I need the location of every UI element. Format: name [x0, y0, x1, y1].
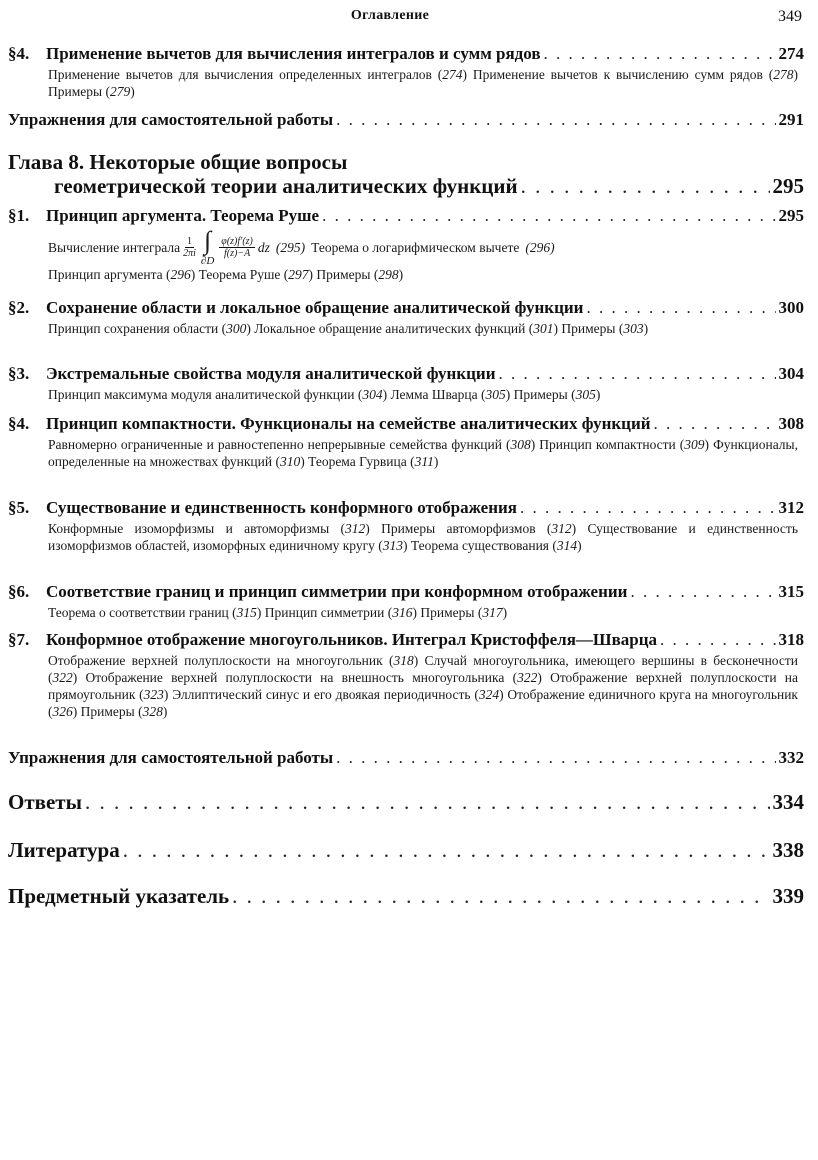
subtopics: Принцип максимума модуля аналитической функции (304) Лемма Шварца (305) Примеры (305): [48, 387, 601, 402]
formula-line: Вычисление интеграла $\frac{1}{2\pi i}$ ∫ ∂D $\frac{\varphi(z)f'(z)}{f(z)-A}$ dz (295) Теорема о логарифмическом вычете (296): [48, 226, 555, 267]
leader-dots: [123, 838, 770, 863]
section-title[interactable]: Соответствие границ и принцип симметрии при конформном отображении: [46, 582, 628, 601]
leader-dots: [630, 582, 775, 602]
page-number: 349: [778, 8, 802, 25]
chapter-title-line2[interactable]: геометрической теории аналитических функций: [54, 174, 518, 198]
exercises-title[interactable]: Упражнения для самостоятельной работы: [8, 110, 334, 129]
fraction: $\frac{1}{2\pi i}$: [183, 235, 196, 259]
toc-entry-literature[interactable]: [8, 838, 804, 863]
subtopics: Равномерно ограниченные и равностепенно непрерывные семейства функций (308) Принцип компактности (309) Функционалы, определенные на множествах функций (310) Теорема Гурвица (311): [48, 437, 798, 469]
subtopics: Вычисление интеграла $\frac{1}{2\pi i}$ ∫ ∂D $\frac{\varphi(z)f'(z)}{f(z)-A}$ dz (295) Теорема о логарифмическом вычете (296) Принцип аргумента (296) Теорема Руше (297) Примеры (298): [8, 228, 804, 283]
toc-entry-section[interactable]: [8, 364, 804, 403]
answers-title[interactable]: Ответы: [8, 790, 83, 814]
section-page: 315: [778, 582, 804, 601]
section-number: §6.: [8, 582, 30, 601]
exercises-page: 291: [778, 110, 804, 129]
subtopics: Применение вычетов для вычисления определенных интегралов (274) Применение вычетов к вычислению сумм рядов (278) Примеры (279): [48, 67, 798, 99]
section-page: 304: [778, 364, 804, 383]
section-title[interactable]: Существование и единственность конформного отображения: [46, 498, 518, 517]
section-title[interactable]: Экстремальные свойства модуля аналитической функции: [46, 364, 496, 383]
section-number: §3.: [8, 364, 30, 383]
section-title[interactable]: Принцип компактности. Функционалы на семействе аналитических функций: [46, 414, 651, 433]
toc-entry-section[interactable]: [8, 206, 804, 283]
running-title: Оглавление: [350, 8, 430, 23]
section-page: 318: [778, 630, 804, 649]
section-number: §1.: [8, 206, 30, 225]
integral-sign: ∫ ∂D: [200, 226, 215, 267]
toc-entry-section[interactable]: [8, 298, 804, 337]
section-number: §4.: [8, 414, 30, 433]
subtopics: Теорема о соответствии границ (315) Принцип симметрии (316) Примеры (317): [48, 605, 508, 620]
section-number: §4.: [8, 44, 30, 63]
subtopics: Конформные изоморфизмы и автоморфизмы (312) Примеры автоморфизмов (312) Существование и единственность изоморфизмов областей, изоморфных единичному кругу (313) Теорема существования (314): [48, 521, 798, 553]
toc-entry-section[interactable]: [8, 498, 804, 554]
section-page: 295: [778, 206, 804, 225]
toc-entry-section[interactable]: [8, 44, 804, 100]
leader-dots: [232, 884, 769, 909]
section-number: §5.: [8, 498, 30, 517]
index-title[interactable]: Предметный указатель: [8, 884, 230, 908]
leader-dots: [521, 174, 770, 199]
section-page: 308: [778, 414, 804, 433]
subtopics: Принцип сохранения области (300) Локальное обращение аналитических функций (301) Примеры (303): [48, 321, 649, 336]
toc-entry-section[interactable]: [8, 582, 804, 621]
answers-page: 334: [772, 790, 804, 814]
literature-page: 338: [772, 838, 804, 862]
leader-dots: [586, 298, 775, 318]
leader-dots: [85, 790, 769, 815]
section-page: 274: [778, 44, 804, 63]
page-header: [0, 8, 818, 28]
section-title[interactable]: Сохранение области и локальное обращение аналитической функции: [46, 298, 584, 317]
chapter-page: 295: [772, 174, 804, 198]
section-page: 300: [778, 298, 804, 317]
leader-dots: [336, 748, 775, 768]
leader-dots: [544, 44, 776, 64]
toc-entry-index[interactable]: [8, 884, 804, 909]
fraction: $\frac{\varphi(z)f'(z)}{f(z)-A}$: [221, 235, 253, 259]
leader-dots: [654, 414, 776, 434]
toc-entry-chapter[interactable]: [8, 150, 804, 199]
leader-dots: [499, 364, 776, 384]
exercises-title[interactable]: Упражнения для самостоятельной работы: [8, 748, 334, 767]
leader-dots: [660, 630, 775, 650]
section-number: §7.: [8, 630, 30, 649]
toc-entry-section[interactable]: [8, 414, 804, 470]
literature-title[interactable]: Литература: [8, 838, 120, 862]
index-page: 339: [772, 884, 804, 908]
section-page: 312: [778, 498, 804, 517]
section-title[interactable]: Принцип аргумента. Теорема Руше: [46, 206, 320, 225]
section-number: §2.: [8, 298, 30, 317]
section-title[interactable]: Применение вычетов для вычисления интегралов и сумм рядов: [46, 44, 541, 63]
leader-dots: [336, 110, 775, 130]
subtopics: Отображение верхней полуплоскости на многоугольник (318) Случай многоугольника, имеющего вершины в бесконечности (322) Отображение верхней полуплоскости на внешность многоугольника (322) Отображение верхней полуплоскости на прямоугольник (323) Эллиптический синус и его двоякая периодичность (324) Отображение единичного круга на многоугольник (326) Примеры (328): [48, 653, 799, 719]
section-title[interactable]: Конформное отображение многоугольников. Интеграл Кристоффеля—Шварца: [46, 630, 658, 649]
exercises-page: 332: [778, 748, 804, 767]
chapter-title-line1[interactable]: Глава 8. Некоторые общие вопросы: [8, 150, 348, 174]
leader-dots: [322, 206, 775, 226]
toc-entry-section[interactable]: [8, 630, 804, 720]
toc-entry-exercises[interactable]: [8, 748, 804, 768]
toc-entry-answers[interactable]: [8, 790, 804, 815]
leader-dots: [520, 498, 775, 518]
toc-entry-exercises[interactable]: [8, 110, 804, 130]
